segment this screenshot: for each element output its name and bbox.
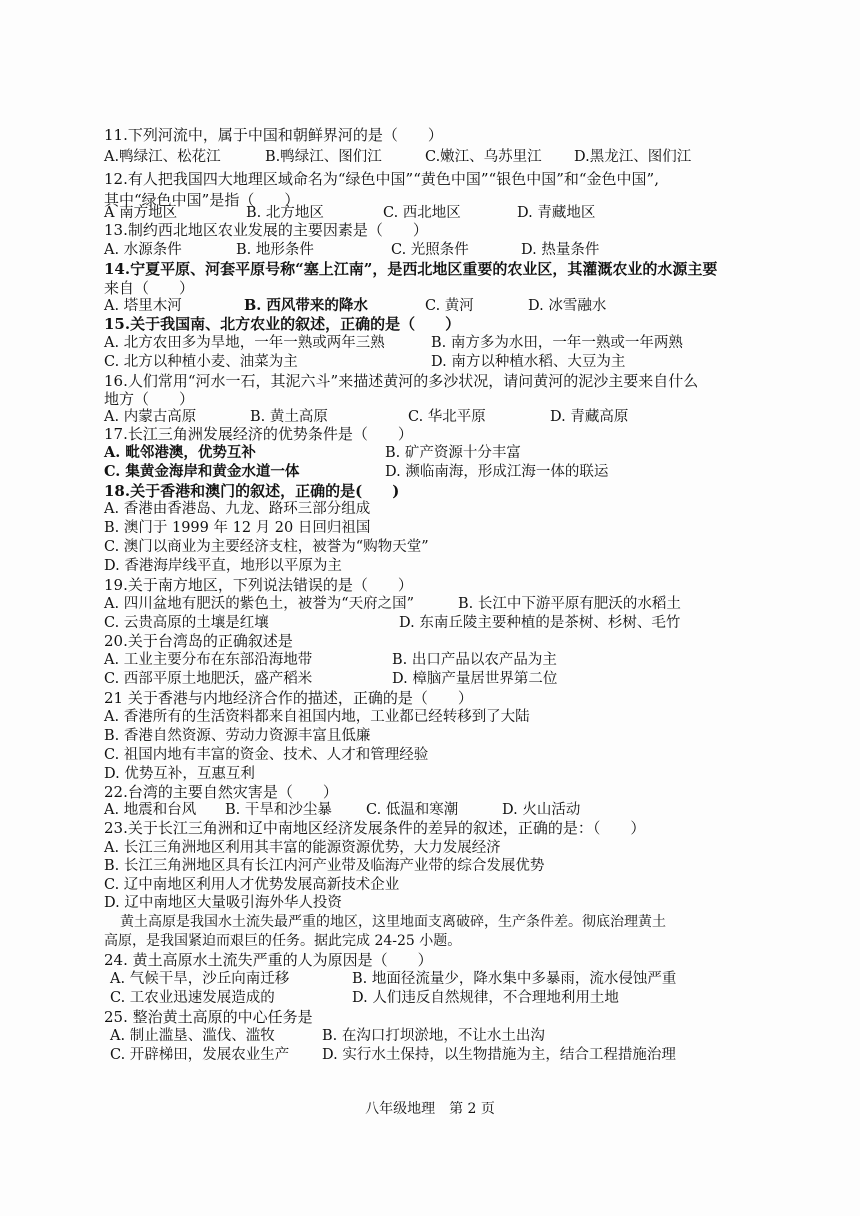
q23-option-a: A. 长江三角洲地区利用其丰富的能源资源优势，大力发展经济 xyxy=(104,840,501,856)
q14-option-c: C. 黄河 xyxy=(425,298,474,314)
q16-stem-1: 16.人们常用“河水一石，其泥六斗”来描述黄河的多沙状况，请问黄河的泥沙主要来自什么 xyxy=(104,372,699,390)
q13-option-b: B. 地形条件 xyxy=(236,242,314,258)
q13-option-d: D. 热量条件 xyxy=(521,242,600,258)
q15-option-b: B. 南方多为水田，一年一熟或一年两熟 xyxy=(431,335,683,351)
q12-option-a: A 南方地区 xyxy=(104,205,178,221)
q19-stem: 19.关于南方地区，下列说法错误的是（ ） xyxy=(104,576,413,594)
q25-stem: 25. 整治黄土高原的中心任务是 xyxy=(104,1008,313,1026)
q21-option-c: C. 祖国内地有丰富的资金、技术、人才和管理经验 xyxy=(104,747,429,763)
q12-option-b: B. 北方地区 xyxy=(246,205,324,221)
q24-option-a: A. 气候干旱，沙丘向南迁移 xyxy=(110,971,290,987)
q12-stem-1: 12.有人把我国四大地理区域命名为“绿色中国”“黄色中国”“银色中国”和“金色中国”, xyxy=(104,170,659,188)
passage-text-2: 高原，是我国紧迫而艰巨的任务。据此完成 24-25 小题。 xyxy=(104,933,462,949)
page-footer: 八年级地理 第 2 页 xyxy=(365,1101,495,1117)
q20-option-b: B. 出口产品以农产品为主 xyxy=(392,652,557,668)
q12-option-d: D. 青藏地区 xyxy=(517,205,596,221)
q14-option-b: B. 西风带来的降水 xyxy=(244,297,368,314)
q14-stem-1: 14.宁夏平原、河套平原号称“塞上江南”，是西北地区重要的农业区，其灌溉农业的水源主要 xyxy=(104,260,718,278)
q15-option-c: C. 北方以种植小麦、油菜为主 xyxy=(104,354,298,370)
q17-option-b: B. 矿产资源十分丰富 xyxy=(385,445,521,461)
q12-stem-line1 xyxy=(0,169,860,191)
q20-option-d: D. 樟脑产量居世界第二位 xyxy=(392,671,558,687)
q16-option-d: D. 青藏高原 xyxy=(550,409,629,425)
q14-option-a: A. 塔里木河 xyxy=(104,298,182,314)
passage-text-1: 黄土高原是我国水土流失最严重的地区，这里地面支离破碎，生产条件差。彻底治理黄土 xyxy=(120,914,666,930)
q14-stem-2: 来自（ ） xyxy=(104,279,195,297)
q14-option-d: D. 冰雪融水 xyxy=(528,298,607,314)
q24-stem: 24. 黄土高原水土流失严重的人为原因是（ ） xyxy=(104,951,433,969)
q21-stem: 21 关于香港与内地经济合作的描述，正确的是（ ） xyxy=(104,689,473,707)
q16-stem-2: 地方（ ） xyxy=(104,390,195,408)
q11-option-a: A.鸭绿江、松花江 xyxy=(104,149,221,165)
q25-option-d: D. 实行水土保持，以生物措施为主，结合工程措施治理 xyxy=(322,1047,676,1063)
q25-option-c: C. 开辟梯田，发展农业生产 xyxy=(110,1047,290,1063)
q21-option-a: A. 香港所有的生活资料都来自祖国内地，工业都已经转移到了大陆 xyxy=(104,709,530,725)
q22-stem: 22.台湾的主要自然灾害是（ ） xyxy=(104,783,338,801)
q20-option-a: A. 工业主要分布在东部沿海地带 xyxy=(104,652,313,668)
q19-option-c: C. 云贵高原的土壤是红壤 xyxy=(104,615,269,631)
q21-option-d: D. 优势互补，互惠互利 xyxy=(104,766,255,782)
q25-option-a: A. 制止滥垦、滥伐、滥牧 xyxy=(110,1028,275,1044)
q23-stem: 23.关于长江三角洲和辽中南地区经济发展条件的差异的叙述，正确的是：（ ） xyxy=(104,819,646,837)
q25-option-b: B. 在沟口打坝淤地，不让水土出沟 xyxy=(322,1028,545,1044)
q13-stem-line xyxy=(0,220,860,242)
q16-option-a: A. 内蒙古高原 xyxy=(104,409,197,425)
q19-option-b: B. 长江中下游平原有肥沃的水稻土 xyxy=(458,596,681,612)
q17-option-c: C. 集黄金海岸和黄金水道一体 xyxy=(104,463,300,480)
q22-option-d: D. 火山活动 xyxy=(502,802,581,818)
q23-option-c: C. 辽中南地区利用人才优势发展高新技术企业 xyxy=(104,877,400,893)
q21-option-b: B. 香港自然资源、劳动力资源丰富且低廉 xyxy=(104,728,371,744)
q15-stem: 15.关于我国南、北方农业的叙述，正确的是（ ） xyxy=(104,315,461,333)
q11-option-b: B.鸭绿江、图们江 xyxy=(265,149,382,165)
q24-option-c: C. 工农业迅速发展造成的 xyxy=(110,990,275,1006)
q16-option-b: B. 黄土高原 xyxy=(250,409,328,425)
q11-option-c: C.嫩江、乌苏里江 xyxy=(425,149,542,165)
q13-option-c: C. 光照条件 xyxy=(391,242,469,258)
q16-option-c: C. 华北平原 xyxy=(408,409,486,425)
q15-option-d: D. 南方以种植水稻、大豆为主 xyxy=(431,354,626,370)
q18-option-d: D. 香港海岸线平直，地形以平原为主 xyxy=(104,558,342,574)
q13-stem: 13.制约西北地区农业发展的主要因素是（ ） xyxy=(104,221,428,239)
q17-option-d: D. 濒临南海，形成江海一体的联运 xyxy=(385,464,609,480)
q24-option-b: B. 地面径流量少，降水集中多暴雨，流水侵蚀严重 xyxy=(352,971,677,987)
q13-option-a: A. 水源条件 xyxy=(104,242,182,258)
q23-option-d: D. 辽中南地区大量吸引海外华人投资 xyxy=(104,895,342,911)
q11-stem: 11.下列河流中，属于中国和朝鲜界河的是（ ） xyxy=(104,126,443,144)
q22-option-a: A. 地震和台风 xyxy=(104,802,197,818)
q20-option-c: C. 西部平原土地肥沃，盛产稻米 xyxy=(104,671,313,687)
q20-stem: 20.关于台湾岛的正确叙述是 xyxy=(104,632,293,650)
q18-option-b: B. 澳门于 1999 年 12 月 20 日回归祖国 xyxy=(104,520,371,536)
q23-stem-line xyxy=(0,818,860,840)
q22-option-b: B. 干旱和沙尘暴 xyxy=(225,802,332,818)
q12-option-c: C. 西北地区 xyxy=(383,205,461,221)
q19-option-a: A. 四川盆地有肥沃的紫色土，被誉为“天府之国” xyxy=(104,596,415,612)
q18-option-a: A. 香港由香港岛、九龙、路环三部分组成 xyxy=(104,501,371,517)
q15-option-a: A. 北方农田多为旱地，一年一熟或两年三熟 xyxy=(104,335,385,351)
q19-option-d: D. 东南丘陵主要种植的是茶树、杉树、毛竹 xyxy=(399,615,681,631)
q12-stem-2: 其中“绿色中国”是指（ ） xyxy=(104,191,300,209)
q11-stem-line xyxy=(0,125,860,147)
q22-option-c: C. 低温和寒潮 xyxy=(366,802,459,818)
q24-option-d: D. 人们违反自然规律，不合理地利用土地 xyxy=(352,990,619,1006)
q18-option-c: C. 澳门以商业为主要经济支柱，被誉为“购物天堂” xyxy=(104,539,429,555)
q11-options xyxy=(0,147,860,169)
q18-stem: 18.关于香港和澳门的叙述，正确的是( ) xyxy=(104,482,400,500)
q17-stem: 17.长江三角洲发展经济的优势条件是（ ） xyxy=(104,425,413,443)
q25-options-cd xyxy=(0,1045,860,1067)
q23-option-b: B. 长江三角洲地区具有长江内河产业带及临海产业带的综合发展优势 xyxy=(104,858,545,874)
q17-option-a: A. 毗邻港澳，优势互补 xyxy=(104,444,256,461)
q11-option-d: D.黑龙江、图们江 xyxy=(574,149,692,165)
